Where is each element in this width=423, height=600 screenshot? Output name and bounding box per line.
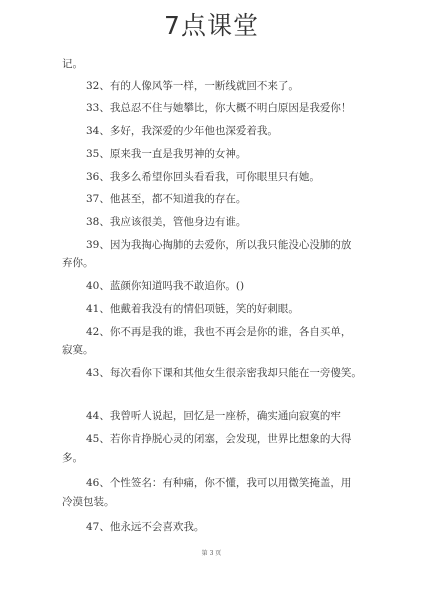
text-line: 39、因为我掏心掏肺的去爱你，所以我只能没心没肺的放 — [86, 239, 352, 251]
text-line: 36、我多么希望你回头看看我，可你眼里只有她。 — [86, 171, 320, 183]
text-line: 冷漠包装。 — [62, 496, 115, 508]
text-line: 34、多好，我深爱的少年他也深爱着我。 — [86, 125, 278, 137]
text-line: 寂寞。 — [62, 344, 94, 356]
text-line: 32、有的人像风筝一样，一断线就回不来了。 — [86, 80, 299, 92]
text-line: 40、蓝颜你知道吗我不敢追你。() — [86, 280, 245, 292]
text-line: 41、他戴着我没有的情侣项链，笑的好刺眼。 — [86, 303, 299, 315]
text-line: 45、若你肯挣脱心灵的闭塞，会发现，世界比想象的大得 — [86, 433, 352, 445]
text-line: 33、我总忍不住与她攀比，你大概不明白原因是我爱你！ — [86, 102, 352, 114]
text-line: 38、我应该很美，管他身边有谁。 — [86, 216, 247, 228]
text-line: 37、他甚至，都不知道我的存在。 — [86, 193, 247, 205]
text-line: 46、个性签名：有种痛，你不懂，我可以用微笑掩盖，用 — [86, 477, 352, 489]
text-line: 弃你。 — [62, 257, 94, 269]
text-line: 多。 — [62, 452, 83, 464]
text-line: 47、他永远不会喜欢我。 — [86, 521, 205, 533]
text-line: 43、每次看你下课和其他女生很亲密我却只能在一旁傻笑。 — [86, 367, 362, 379]
page-number: 第 3 页 — [201, 550, 222, 557]
text-line: 42、你不再是我的谁，我也不再会是你的谁，各自买单， — [86, 326, 352, 338]
text-line: 44、我曾听人说起，回忆是一座桥，确实通向寂寞的牢 — [86, 410, 341, 422]
text-line: 记。 — [62, 58, 83, 70]
document-page — [0, 44, 423, 600]
text-line: 35、原来我一直是我男神的女神。 — [86, 148, 247, 160]
site-header-title: 7点课堂 — [164, 11, 259, 40]
